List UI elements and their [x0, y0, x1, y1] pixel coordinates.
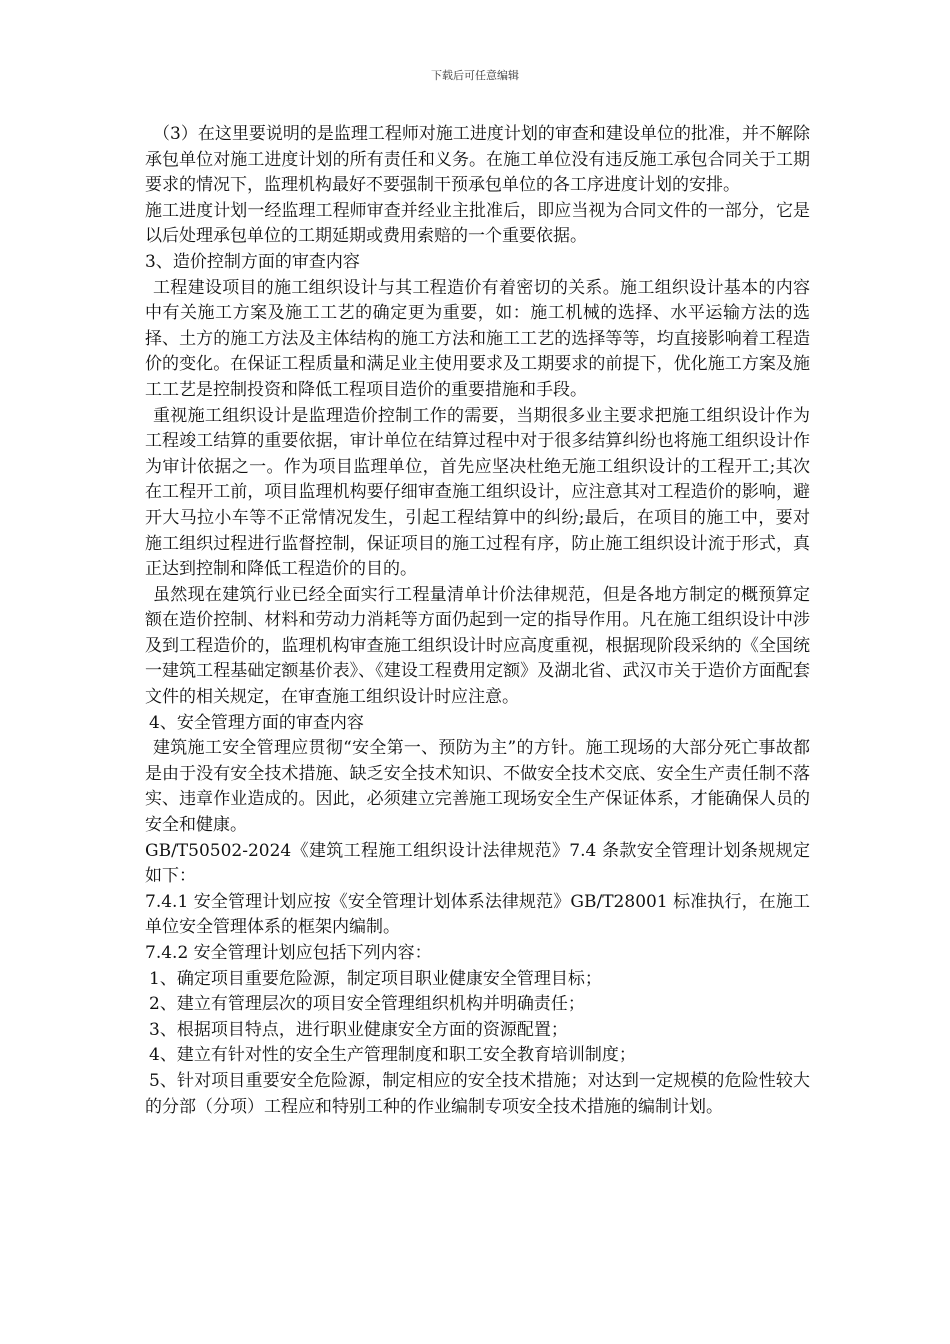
list-item-5: 5、针对项目重要安全危险源，制定相应的安全技术措施；对达到一定规模的危险性较大的分部（分项）工程应和特别工种的作业编制专项安全技术措施的编制计划。: [145, 1070, 810, 1117]
page-header: 下载后可任意编辑: [431, 69, 519, 82]
clause-7-4-2: 7.4.2 安全管理计划应包括下列内容：: [145, 943, 432, 963]
clause-7-4-1: 7.4.1 安全管理计划应按《安全管理计划体系法律规范》GB/T28001 标准执行，在施工单位安全管理体系的框架内编制。: [145, 891, 810, 938]
paragraph-standard-reference: GB/T50502-2024《建筑工程施工组织设计法律规范》7.4 条款安全管理计划条规规定如下：: [145, 840, 810, 887]
paragraph-schedule-note-3: （3）在这里要说明的是监理工程师对施工进度计划的审查和建设单位的批准，并不解除承包单位对施工进度计划的所有责任和义务。在施工单位没有违反施工承包合同关于工期要求的情况下，监理机构最好不要强制干预承包单位的各工序进度计划的安排。: [145, 124, 810, 196]
list-item-2: 2、建立有管理层次的项目安全管理组织机构并明确责任；: [149, 994, 585, 1015]
list-item-4: 4、建立有针对性的安全生产管理制度和职工安全教育培训制度；: [149, 1045, 636, 1066]
list-item-3: 3、根据项目特点，进行职业健康安全方面的资源配置；: [149, 1019, 568, 1040]
paragraph-cost-importance: 重视施工组织设计是监理造价控制工作的需要，当期很多业主要求把施工组织设计作为工程竣工结算的重要依据，审计单位在结算过程中对于很多结算纠纷也将施工组织设计作为审计依据之一。作为项目监理单位，首先应坚决杜绝无施工组织设计的工程开工;其次在工程开工前，项目监理机构要仔细审查施工组织设计，应注意其对工程造价的影响，避开大马拉小车等不正常情况发生，引起工程结算中的纠纷;最后，在项目的施工中，要对施工组织过程进行监督控制，保证项目的施工过程有序，防止施工组织设计流于形式，真正达到控制和降低工程造价的目的。: [145, 405, 810, 580]
document-body: [145, 122, 810, 1120]
paragraph-cost-quota: 虽然现在建筑行业已经全面实行工程量清单计价法律规范，但是各地方制定的概预算定额在造价控制、材料和劳动力消耗等方面仍起到一定的指导作用。凡在施工组织设计中涉及到工程造价的，监理机构审查施工组织设计时应高度重视，根据现阶段采纳的《全国统一建筑工程基础定额基价表》、《建设工程费用定额》及湖北省、武汉市关于造价方面配套文件的相关规定，在审查施工组织设计时应注意。: [145, 584, 810, 708]
paragraph-safety-policy: 建筑施工安全管理应贯彻“安全第一、预防为主”的方针。施工现场的大部分死亡事故都是由于没有安全技术措施、缺乏安全技术知识、不做安全技术交底、安全生产责任制不落实、违章作业造成的。因此，必须建立完善施工现场安全生产保证体系，才能确保人员的安全和健康。: [145, 738, 810, 836]
paragraph-cost-relation: 工程建设项目的施工组织设计与其工程造价有着密切的关系。施工组织设计基本的内容中有关施工方案及施工工艺的确定更为重要，如：施工机械的选择、水平运输方法的选择、土方的施工方法及主体结构的施工方法和施工工艺的选择等等，均直接影响着工程造价的变化。在保证工程质量和满足业主使用要求及工期要求的前提下，优化施工方案及施工工艺是控制投资和降低工程项目造价的重要措施和手段。: [145, 277, 810, 400]
section-heading-cost-control: 3、造价控制方面的审查内容: [145, 251, 360, 272]
section-heading-safety: 4、安全管理方面的审查内容: [149, 712, 364, 733]
paragraph-schedule-contract: 施工进度计划一经监理工程师审查并经业主批准后，即应当视为合同文件的一部分，它是以后处理承包单位的工期延期或费用索赔的一个重要依据。: [145, 200, 810, 247]
list-item-1: 1、确定项目重要危险源，制定项目职业健康安全管理目标；: [149, 968, 602, 989]
